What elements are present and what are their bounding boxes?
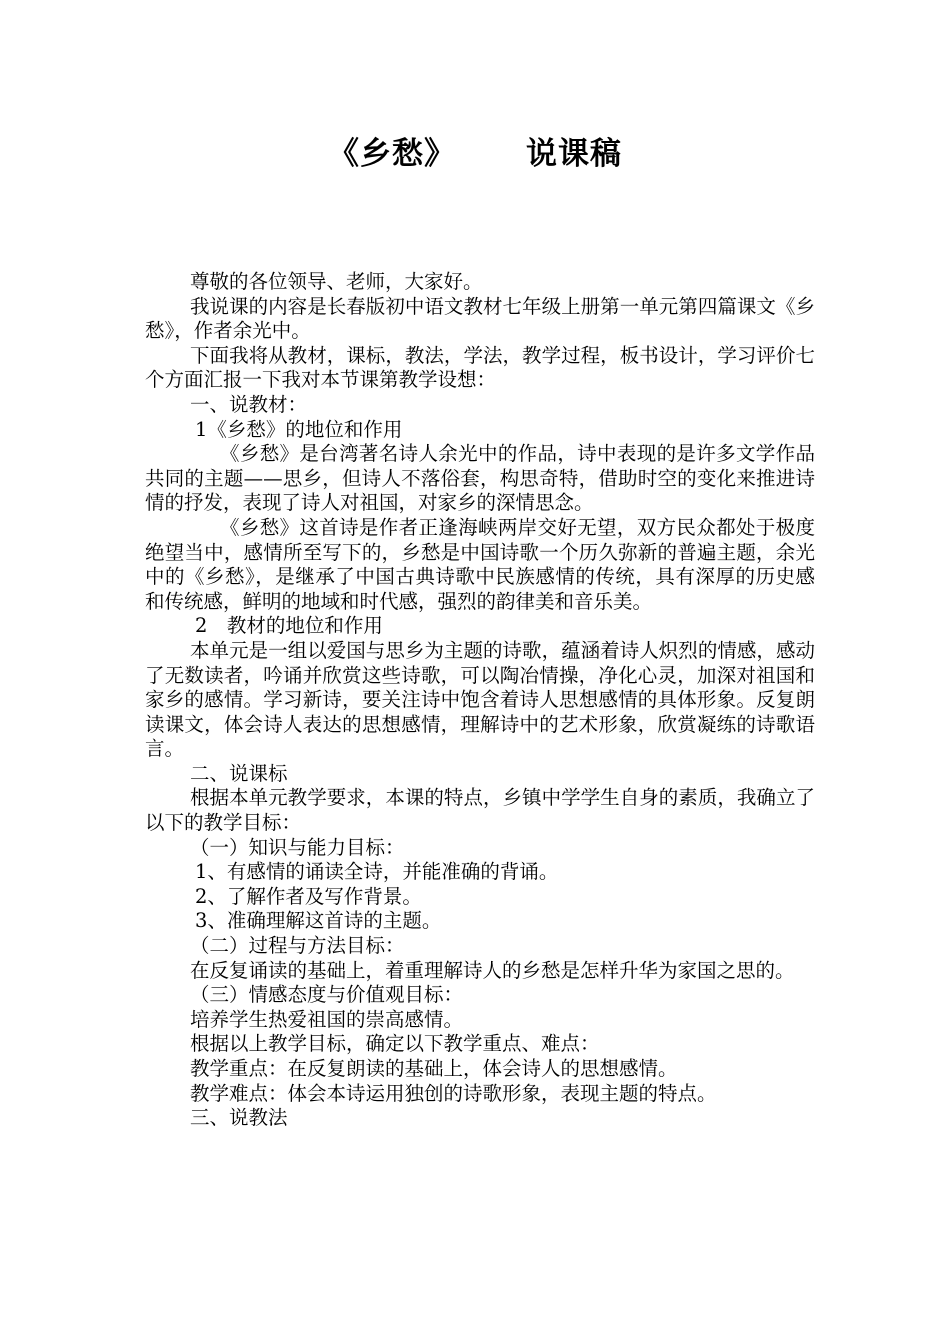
paragraph: （二）过程与方法目标： xyxy=(190,934,405,958)
paragraph: 教学重点：在反复朗读的基础上，体会诗人的思想感情。 xyxy=(190,1057,678,1080)
paragraph: 培养学生热爱祖国的崇高感情。 xyxy=(190,1007,464,1031)
paragraph: 《乡愁》是台湾著名诗人余光中的作品，诗中表现的是许多文学作品共同的主题——思乡，但诗人不落俗套，构思奇特，借助时空的变化来推进诗情的抒发，表现了诗人对祖国，对家乡的深情思念。 xyxy=(145,442,815,515)
paragraph: （三）情感态度与价值观目标： xyxy=(190,983,464,1007)
paragraph: 一、说教材： xyxy=(190,392,308,416)
paragraph: 我说课的内容是长春版初中语文教材七年级上册第一单元第四篇课文《乡愁》，作者余光中。 xyxy=(145,294,815,343)
paragraph: 根据本单元教学要求，本课的特点，乡镇中学学生自身的素质，我确立了以下的教学目标： xyxy=(145,786,815,835)
paragraph: 1、有感情的诵读全诗，并能准确的背诵。 xyxy=(195,860,559,884)
paragraph: 1《乡愁》的地位和作用 xyxy=(195,417,403,441)
paragraph: 根据以上教学目标，确定以下教学重点、难点： xyxy=(190,1032,600,1056)
title-part-poem: 《乡愁》 xyxy=(328,136,456,172)
paragraph: 在反复诵读的基础上，着重理解诗人的乡愁是怎样升华为家国之思的。 xyxy=(190,958,795,982)
paragraph: 2 教材的地位和作用 xyxy=(195,614,383,638)
paragraph: 三、说教法 xyxy=(190,1106,288,1130)
paragraph: （一）知识与能力目标： xyxy=(190,835,405,859)
paragraph: 尊敬的各位领导、老师，大家好。 xyxy=(190,270,483,293)
paragraph: 2、了解作者及写作背景。 xyxy=(195,884,422,908)
paragraph: 下面我将从教材，课标，教法，学法，教学过程，板书设计，学习评价七个方面汇报一下我对本节课第教学设想： xyxy=(145,343,815,392)
paragraph: 《乡愁》这首诗是作者正逢海峡两岸交好无望，双方民众都处于极度绝望当中，感情所至写下的，乡愁是中国诗歌一个历久弥新的普遍主题，余光中的《乡愁》，是继承了中国古典诗歌中民族感情的传统，具有深厚的历史感和传统感，鲜明的地域和时代感，强烈的韵律美和音乐美。 xyxy=(145,515,815,613)
page-title xyxy=(0,128,950,173)
paragraph: 3、准确理解这首诗的主题。 xyxy=(195,909,442,933)
paragraph: 本单元是一组以爱国与思乡为主题的诗歌，蕴涵着诗人炽烈的情感，感动了无数读者，吟诵并欣赏这些诗歌，可以陶冶情操，净化心灵，加深对祖国和家乡的感情。学习新诗，要关注诗中饱含着诗人思想感情的具体形象。反复朗读课文，体会诗人表达的思想感情，理解诗中的艺术形象，欣赏凝练的诗歌语言。 xyxy=(145,638,815,761)
paragraph: 二、说课标 xyxy=(190,761,288,785)
paragraph: 教学难点：体会本诗运用独创的诗歌形象，表现主题的特点。 xyxy=(190,1081,717,1105)
title-part-doctype: 说课稿 xyxy=(526,136,622,172)
document-body xyxy=(145,270,815,1131)
